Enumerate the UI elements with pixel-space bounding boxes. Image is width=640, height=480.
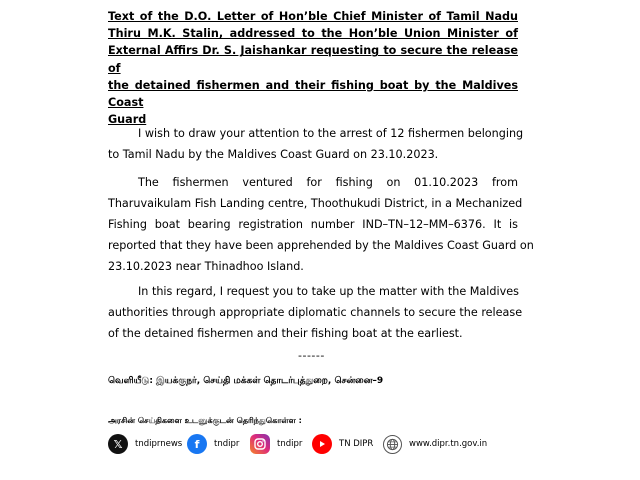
paragraph-line: to Tamil Nadu by the Maldives Coast Guard on 23.10.2023.	[108, 148, 439, 161]
facebook-icon: f	[187, 434, 207, 454]
paragraph-line: I wish to draw your attention to the arrest of 12 fishermen belonging	[138, 127, 524, 140]
paragraph-line: The fishermen ventured for fishing on 01.10.2023 from	[138, 176, 518, 189]
x-icon: 𝕏	[108, 434, 128, 454]
social-handle: TN DIPR	[339, 439, 374, 449]
follow-label: அரசின் செய்திகளை உடனுக்குடன் தெரிந்துகொள்ள :	[108, 416, 302, 425]
youtube-icon	[312, 434, 332, 454]
social-handle: tndipr	[277, 439, 303, 449]
separator: ------	[298, 349, 325, 362]
paragraph-details	[108, 172, 534, 277]
social-facebook[interactable]	[187, 432, 239, 456]
paragraph-line: reported that they have been apprehended by the Maldives Coast Guard on	[108, 239, 534, 252]
social-youtube[interactable]	[312, 432, 373, 456]
paragraph-line: Fishing boat bearing registration number IND–TN–12–MM–6376. It is	[108, 218, 518, 231]
letter-title	[108, 8, 518, 128]
release-source: வெளியீடு: இயக்குநர், செய்தி மக்கள் தொடர்புத்துறை, சென்னை–9	[108, 376, 384, 386]
instagram-icon	[250, 434, 270, 454]
title-line: External Affirs Dr. S. Jaishankar requesting to secure the release of	[108, 44, 518, 75]
paragraph-arrest	[108, 123, 524, 165]
title-line: Text of the D.O. Letter of Hon’ble Chief Minister of Tamil Nadu	[108, 10, 518, 23]
paragraph-line: of the detained fishermen and their fishing boat at the earliest.	[108, 327, 463, 340]
social-x[interactable]	[108, 432, 182, 456]
paragraph-line: 23.10.2023 near Thinadhoo Island.	[108, 260, 304, 273]
social-website[interactable]	[383, 432, 487, 456]
title-line: Guard	[108, 113, 147, 127]
social-handle: www.dipr.tn.gov.in	[409, 439, 488, 449]
paragraph-request	[108, 281, 523, 344]
social-handle: tndiprnews	[135, 439, 183, 449]
social-handle: tndipr	[214, 439, 240, 449]
title-line: Thiru M.K. Stalin, addressed to the Hon’ble Union Minister of	[108, 27, 518, 41]
paragraph-line: In this regard, I request you to take up the matter with the Maldives	[138, 285, 519, 298]
paragraph-line: authorities through appropriate diplomatic channels to secure the release	[108, 306, 523, 319]
paragraph-line: Tharuvaikulam Fish Landing centre, Thoothukudi District, in a Mechanized	[108, 197, 523, 210]
title-line: the detained fishermen and their fishing boat by the Maldives Coast	[108, 78, 518, 110]
web-icon	[383, 435, 402, 454]
social-instagram[interactable]	[250, 432, 302, 456]
